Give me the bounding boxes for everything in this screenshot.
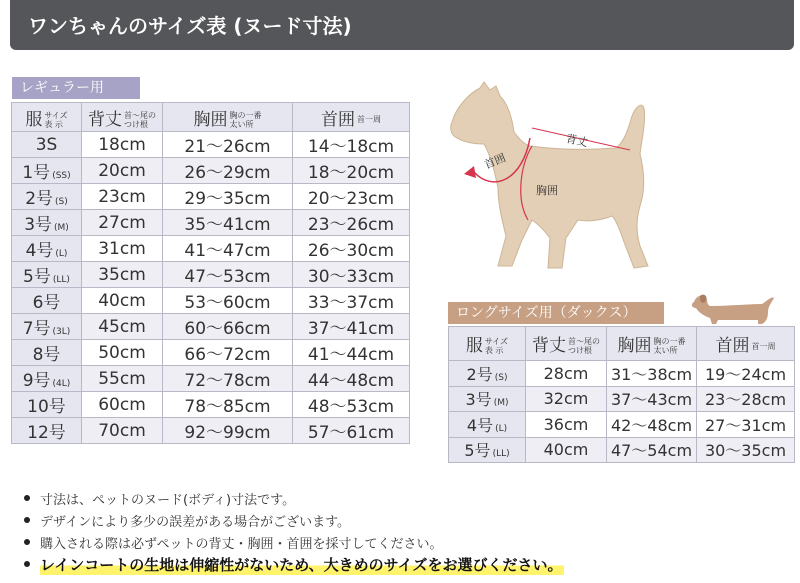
chest-cell: 21～26cm bbox=[163, 132, 293, 158]
table-row bbox=[12, 184, 410, 210]
back-length-cell: 50cm bbox=[82, 340, 163, 366]
table-row bbox=[12, 314, 410, 340]
dog-measurement-illustration bbox=[440, 70, 670, 290]
back-length-cell: 31cm bbox=[82, 236, 163, 262]
size-cell bbox=[449, 361, 526, 387]
back-length-cell: 36cm bbox=[526, 412, 607, 438]
size-label: 6号 bbox=[32, 293, 61, 313]
regular-size-badge: レギュラー用 bbox=[12, 77, 140, 99]
table-row bbox=[12, 392, 410, 418]
chest-cell: 72～78cm bbox=[163, 366, 293, 392]
size-cell bbox=[12, 366, 82, 392]
chest-cell: 26～29cm bbox=[163, 158, 293, 184]
size-cell bbox=[12, 158, 82, 184]
chest-cell: 78～85cm bbox=[163, 392, 293, 418]
size-cell bbox=[12, 418, 82, 444]
table-row bbox=[449, 361, 795, 387]
back-length-cell: 23cm bbox=[82, 184, 163, 210]
size-label: 3S bbox=[35, 134, 58, 155]
size-code: (S) bbox=[55, 197, 68, 207]
dog-silhouette bbox=[451, 82, 648, 268]
table-row bbox=[12, 288, 410, 314]
neck-cell: 41～44cm bbox=[293, 340, 410, 366]
neck-cell: 19～24cm bbox=[697, 361, 795, 387]
table-row bbox=[12, 262, 410, 288]
neck-cell: 23～26cm bbox=[293, 210, 410, 236]
back-length-cell: 70cm bbox=[82, 418, 163, 444]
size-label: 2号 bbox=[466, 364, 493, 384]
size-cell bbox=[449, 437, 526, 463]
chest-cell: 53～60cm bbox=[163, 288, 293, 314]
bullet-icon bbox=[24, 495, 30, 501]
size-label: 12号 bbox=[27, 423, 66, 443]
size-label: 9号 bbox=[22, 371, 51, 391]
table-row bbox=[449, 386, 795, 412]
bullet-icon bbox=[24, 561, 30, 567]
back-length-cell: 45cm bbox=[82, 314, 163, 340]
size-code: (M) bbox=[54, 223, 69, 233]
page-title: ワンちゃんのサイズ表 (ヌード寸法) bbox=[28, 14, 352, 38]
back-length-cell: 40cm bbox=[82, 288, 163, 314]
neck-cell: 57～61cm bbox=[293, 418, 410, 444]
neck-cell: 33～37cm bbox=[293, 288, 410, 314]
table-row bbox=[12, 132, 410, 158]
neck-cell: 30～35cm bbox=[697, 437, 795, 463]
size-label: 4号 bbox=[466, 415, 494, 435]
svg-text:背丈: 背丈 bbox=[564, 132, 589, 150]
table-row bbox=[12, 236, 410, 262]
size-code: (LL) bbox=[492, 449, 510, 460]
dachshund-icon bbox=[688, 290, 778, 330]
back-length-cell: 60cm bbox=[82, 392, 163, 418]
neck-cell: 26～30cm bbox=[293, 236, 410, 262]
size-cell bbox=[12, 184, 82, 210]
back-length-cell: 20cm bbox=[82, 158, 163, 184]
svg-text:胸囲: 胸囲 bbox=[536, 184, 558, 197]
size-cell bbox=[12, 392, 82, 418]
chest-cell: 92～99cm bbox=[163, 418, 293, 444]
header-chest: 胸囲 胸の一番 太い所 bbox=[163, 103, 293, 132]
size-code: (M) bbox=[493, 398, 509, 409]
neck-cell: 44～48cm bbox=[293, 366, 410, 392]
neck-cell: 48～53cm bbox=[293, 392, 410, 418]
regular-size-table bbox=[11, 102, 410, 444]
table-row bbox=[12, 340, 410, 366]
size-cell bbox=[12, 288, 82, 314]
size-label: 5号 bbox=[23, 267, 51, 287]
header-neck: 首囲 首一周 bbox=[697, 327, 795, 361]
header-size: 服 サイズ 表 示 bbox=[449, 327, 526, 361]
size-label: 7号 bbox=[22, 319, 51, 339]
table-row bbox=[449, 412, 795, 438]
size-label: 5号 bbox=[464, 441, 491, 461]
chest-cell: 66～72cm bbox=[163, 340, 293, 366]
size-code: (S) bbox=[494, 372, 508, 383]
size-cell bbox=[12, 210, 82, 236]
long-size-badge: ロングサイズ用（ダックス） bbox=[448, 302, 664, 324]
size-code: (4L) bbox=[52, 379, 71, 389]
neck-cell: 20～23cm bbox=[293, 184, 410, 210]
size-cell bbox=[449, 386, 526, 412]
chest-cell: 42～48cm bbox=[607, 412, 697, 438]
chest-cell: 60～66cm bbox=[163, 314, 293, 340]
note-item: 購入される際は必ずペットの背丈・胸囲・首囲を採寸してください。 bbox=[24, 531, 764, 553]
size-cell bbox=[12, 132, 82, 158]
note-item: 寸法は、ペットのヌード(ボディ)寸法です。 bbox=[24, 487, 764, 509]
title-bar bbox=[10, 0, 794, 50]
back-length-cell: 35cm bbox=[82, 262, 163, 288]
size-code: (L) bbox=[495, 423, 508, 434]
size-label: 3号 bbox=[24, 215, 53, 235]
header-size: 服 サイズ 表 示 bbox=[12, 103, 82, 132]
back-length-line bbox=[532, 128, 630, 150]
header-chest: 胸囲 胸の一番 太い所 bbox=[607, 327, 697, 361]
neck-cell: 30～33cm bbox=[293, 262, 410, 288]
svg-text:首囲: 首囲 bbox=[482, 151, 508, 172]
chest-cell: 35～41cm bbox=[163, 210, 293, 236]
chest-cell: 29～35cm bbox=[163, 184, 293, 210]
size-cell bbox=[12, 340, 82, 366]
size-cell bbox=[12, 314, 82, 340]
note-item: デザインにより多少の誤差がある場合がございます。 bbox=[24, 509, 764, 531]
neck-cell: 23～28cm bbox=[697, 386, 795, 412]
chest-cell: 47～53cm bbox=[163, 262, 293, 288]
table-row bbox=[12, 366, 410, 392]
chest-cell: 47～54cm bbox=[607, 437, 697, 463]
size-code: (LL) bbox=[52, 275, 70, 285]
back-length-cell: 55cm bbox=[82, 366, 163, 392]
size-cell bbox=[449, 412, 526, 438]
size-label: 2号 bbox=[25, 189, 54, 209]
header-back-length: 背丈 首～尾の つけ根 bbox=[526, 327, 607, 361]
size-cell bbox=[12, 262, 82, 288]
table-row bbox=[449, 437, 795, 463]
bullet-icon bbox=[24, 539, 30, 545]
size-label: 10号 bbox=[27, 397, 66, 417]
neck-cell: 18～20cm bbox=[293, 158, 410, 184]
chest-cell: 31～38cm bbox=[607, 361, 697, 387]
size-label: 1号 bbox=[22, 163, 51, 183]
size-code: (SS) bbox=[52, 171, 71, 181]
table-header-row bbox=[449, 327, 795, 361]
back-length-cell: 27cm bbox=[82, 210, 163, 236]
table-row bbox=[12, 210, 410, 236]
bullet-icon bbox=[24, 517, 30, 523]
header-neck: 首囲 首一周 bbox=[293, 103, 410, 132]
size-label: 4号 bbox=[25, 241, 54, 261]
chest-cell: 37～43cm bbox=[607, 386, 697, 412]
chest-cell: 41～47cm bbox=[163, 236, 293, 262]
neck-cell: 37～41cm bbox=[293, 314, 410, 340]
back-length-cell: 40cm bbox=[526, 437, 607, 463]
size-code: (3L) bbox=[52, 327, 71, 337]
note-emphasis: レインコートの生地は伸縮性がないため、大きめのサイズをお選びください。 bbox=[24, 553, 764, 575]
table-row bbox=[12, 418, 410, 444]
table-header-row bbox=[12, 103, 410, 132]
size-label: 8号 bbox=[32, 345, 61, 365]
back-length-cell: 18cm bbox=[82, 132, 163, 158]
long-size-table bbox=[448, 326, 795, 463]
notes-list bbox=[24, 487, 764, 575]
size-label: 3号 bbox=[465, 390, 492, 410]
size-cell bbox=[12, 236, 82, 262]
size-code: (L) bbox=[55, 249, 68, 259]
header-back-length: 背丈 首～尾の つけ根 bbox=[82, 103, 163, 132]
table-row bbox=[12, 158, 410, 184]
back-length-cell: 28cm bbox=[526, 361, 607, 387]
neck-cell: 14～18cm bbox=[293, 132, 410, 158]
back-length-cell: 32cm bbox=[526, 386, 607, 412]
neck-cell: 27～31cm bbox=[697, 412, 795, 438]
